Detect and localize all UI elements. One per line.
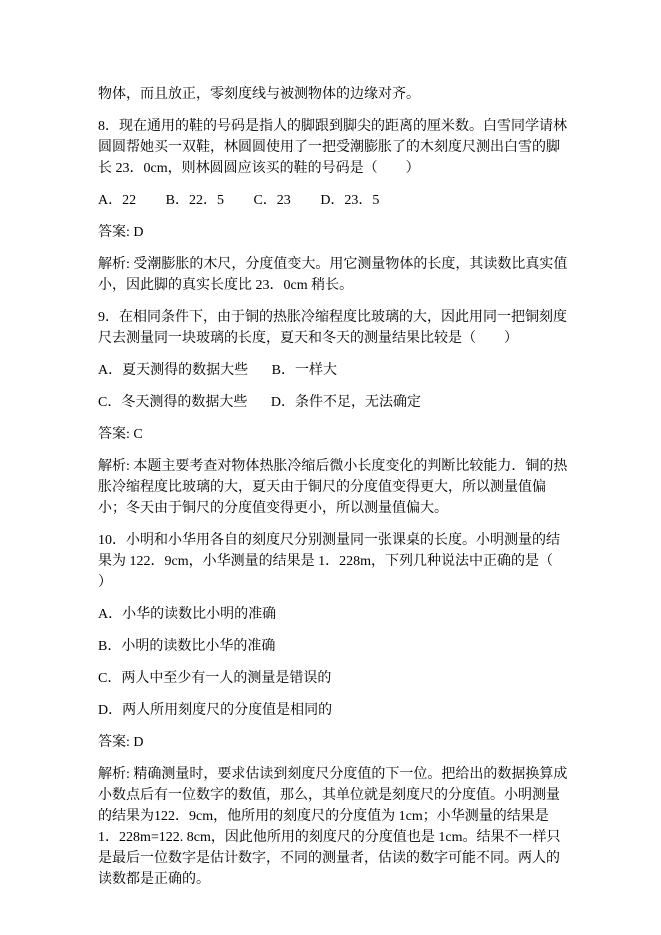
question-9-option-b: B．一样大: [271, 363, 337, 378]
question-10-answer-line: 答案: D: [98, 735, 144, 750]
question-10-stem: 10．小明和小华用各自的刻度尺分别测量同一张课桌的长度。小明测量的结果为 122．9cm，小华测量的结果是 1．228m，下列几种说法中正确的是（ ）: [98, 533, 581, 590]
question-8-analysis: 解析: 受潮膨胀的木尺，分度值变大。用它测量物体的长度，其读数比真实值小，因此脚的真实长度比 23．0cm 稍长。: [98, 257, 568, 293]
question-10-option-a: A．小华的读数比小明的准确: [98, 607, 277, 622]
question-10-option-c: C．两人中至少有一人的测量是错误的: [98, 671, 332, 686]
question-10-analysis: 解析: 精确测量时，要求估读到刻度尺分度值的下一位。把给出的数据换算成小数点后有一位数字的数值，那么，其单位就是刻度尺的分度值。小明测量的结果为122．9cm，他所用的刻度尺的分度值为 1cm；小华测量的结果是 1．228m=122. 8cm，因此他所用的刻度尺的分度值也是 1cm。结果不一样只是最后一位数字是估计数字，不同的测量者，估读的数字可能不同。两人的读数都是正确的。: [98, 767, 568, 887]
question-8-option-b: B．22．5: [165, 193, 224, 208]
question-8-options-row: [98, 190, 569, 211]
question-10-option-b: B．小明的读数比小华的准确: [98, 639, 276, 654]
question-10-option-d: D．两人所用刻度尺的分度值是相同的: [98, 703, 333, 718]
question-9-analysis: 解析: 本题主要考查对物体热胀冷缩后微小长度变化的判断比较能力．铜的热胀冷缩程度比玻璃的大，夏天由于铜尺的分度值变得更大，所以测量值偏小；冬天由于铜尺的分度值变得更小，所以测量值偏大。: [98, 459, 568, 516]
question-8-option-d: D．23．5: [320, 193, 380, 208]
question-9-option-a: A．夏天测得的数据大些: [98, 363, 249, 378]
question-8-stem: 8．现在通用的鞋的号码是指人的脚跟到脚尖的距离的厘米数。白雪同学请林圆圆帮她买一双鞋，林圆圆使用了一把受潮膨胀了的木刻度尺测出白雪的脚长 23．0cm，则林圆圆应该买的鞋的号码是（ ）: [98, 119, 567, 176]
question-9-option-d: D．条件不足，无法确定: [270, 395, 421, 410]
question-8-option-c: C．23: [253, 193, 291, 208]
question-8: [98, 116, 569, 296]
question-10: [98, 530, 581, 890]
question-9-option-c: C．冬天测得的数据大些: [98, 395, 248, 410]
question-9-stem: 9．在相同条件下，由于铜的热胀冷缩程度比玻璃的大，因此用同一把铜刻度尺去测量同一块玻璃的长度，夏天和冬天的测量结果比较是（ ）: [98, 310, 567, 346]
question-8-answer-line: 答案: D: [98, 225, 144, 240]
intro-paragraph: 物体，而且放正，零刻度线与被测物体的边缘对齐。: [98, 87, 420, 102]
question-9: [98, 307, 569, 519]
question-9-answer-line: 答案: C: [98, 427, 143, 442]
question-8-option-a: A．22: [98, 193, 137, 208]
question-9-options-row-2: [98, 392, 569, 413]
question-9-options-row-1: [98, 360, 569, 381]
